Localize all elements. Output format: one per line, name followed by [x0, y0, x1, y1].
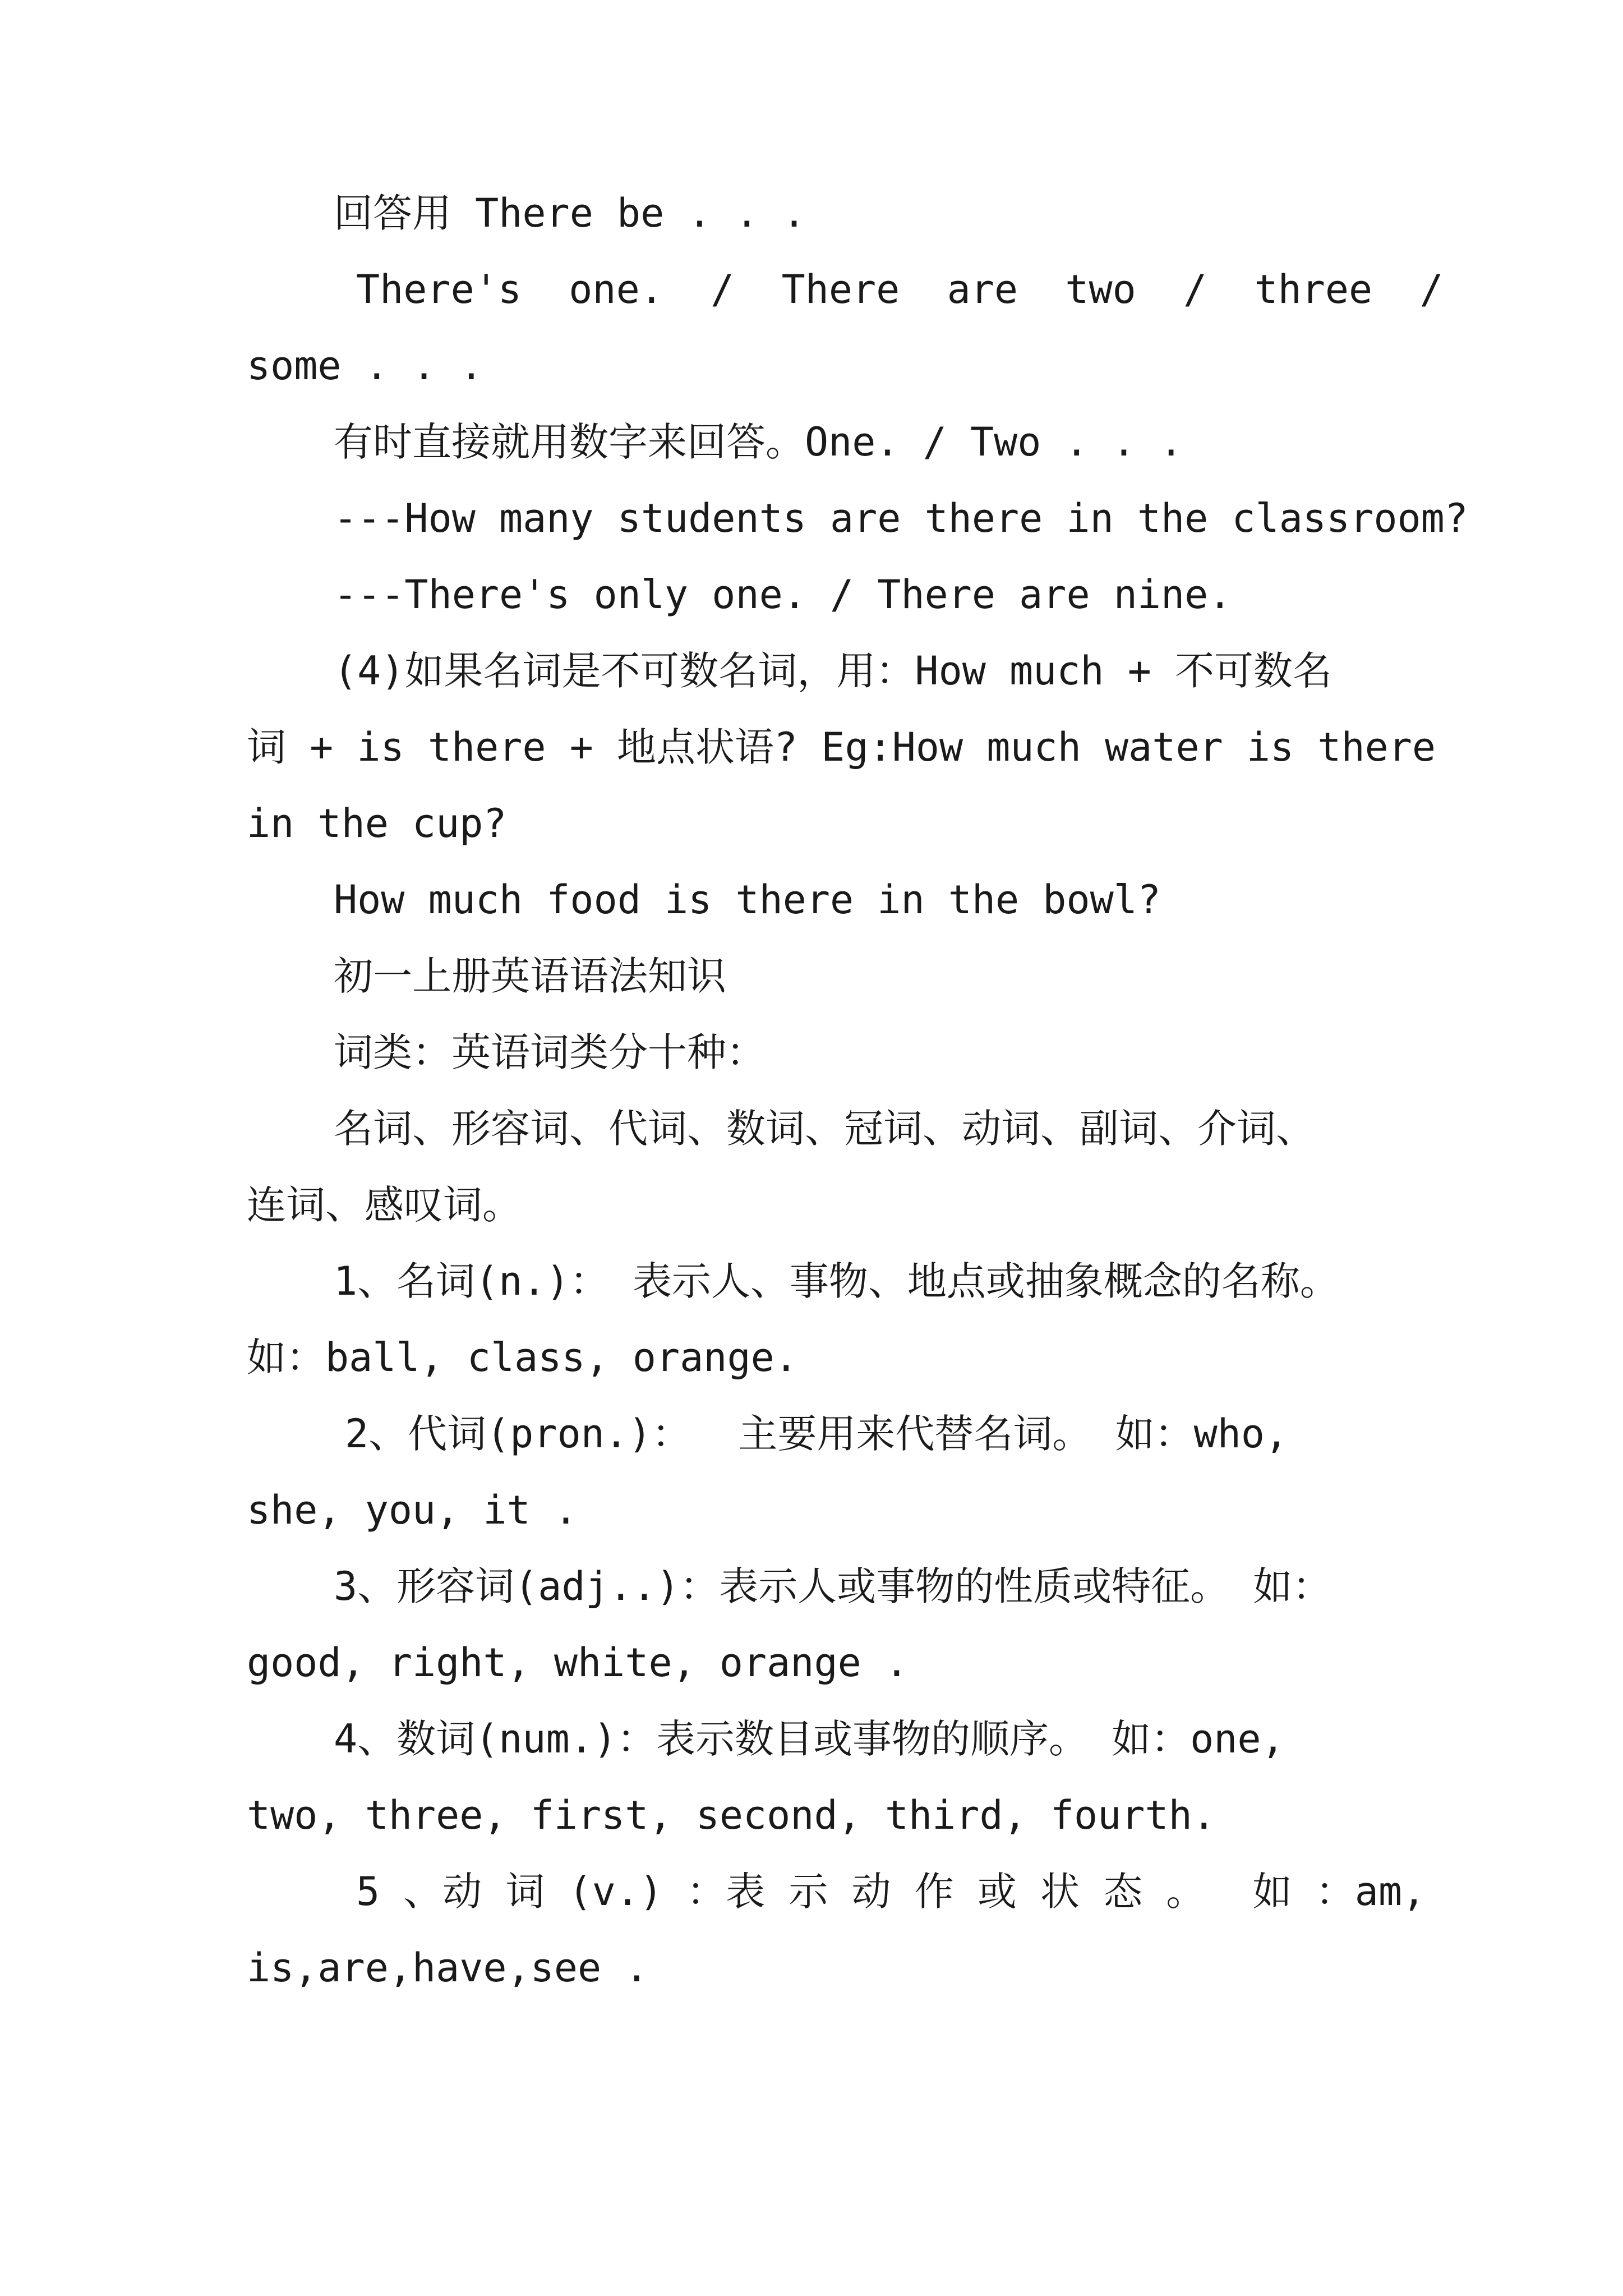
- text-line: 回答用 There be . . .: [334, 190, 806, 236]
- text-line: she, you, it .: [247, 1487, 578, 1533]
- text-line: ---There's only one. / There are nine.: [334, 572, 1232, 618]
- text-line: ---How many students are there in the classroom?: [334, 495, 1468, 541]
- text-line: 名词、形容词、代词、数词、冠词、动词、副词、介词、: [334, 1106, 1315, 1152]
- text-line: is,are,have,see .: [247, 1945, 649, 1991]
- text-line: two, three, first, second, third, fourth.: [247, 1792, 1216, 1838]
- section-heading: 初一上册英语语法知识: [334, 953, 726, 999]
- text-line: 4、数词(num.)：表示数目或事物的顺序。 如：one,: [334, 1716, 1285, 1762]
- text-line: 如：ball, class, orange.: [247, 1335, 798, 1381]
- text-line: 有时直接就用数字来回答。One. / Two . . .: [334, 419, 1183, 465]
- text-line: There's one. / There are two / three /: [356, 266, 1444, 312]
- text-line: 词类：英语词类分十种：: [334, 1029, 766, 1075]
- text-line: (4)如果名词是不可数名词，用：How much + 不可数名: [334, 648, 1332, 694]
- text-line: 词 + is there + 地点状语? Eg:How much water is there: [247, 724, 1436, 770]
- text-line: How much food is there in the bowl?: [334, 877, 1161, 923]
- text-line: 连词、感叹词。: [247, 1182, 522, 1228]
- text-line: in the cup?: [247, 800, 507, 846]
- text-line: some . . .: [247, 343, 483, 389]
- text-line: 1、名词(n.)： 表示人、事物、地点或抽象概念的名称。: [334, 1258, 1339, 1304]
- text-line: 2、代词(pron.)： 主要用来代替名词。 如：who,: [345, 1411, 1289, 1457]
- text-line: 3、形容词(adj..)：表示人或事物的性质或特征。 如：: [334, 1563, 1332, 1609]
- text-line: 5 、动 词 (v.) ：表 示 动 作 或 状 态 。 如 ：am,: [356, 1869, 1426, 1915]
- text-line: good, right, white, orange .: [247, 1640, 909, 1686]
